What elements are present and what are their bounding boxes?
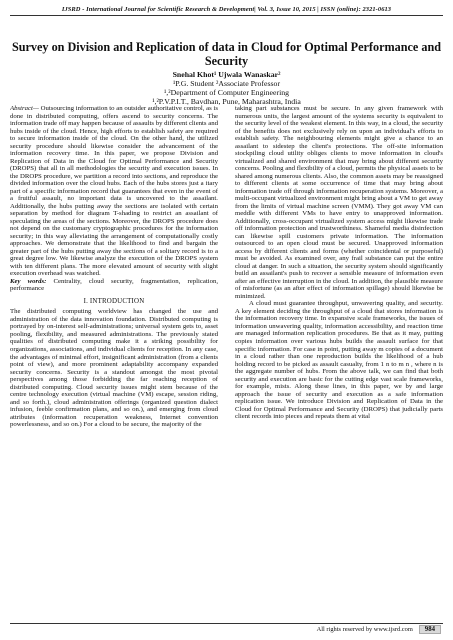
keywords: [10, 278, 218, 293]
keywords-label: Key words:: [10, 277, 47, 285]
section-heading-introduction: I. INTRODUCTION: [83, 297, 145, 305]
intro-paragraph-3: A cloud must guarantee throughput, unwavering quality, and security. A key element deciding the throughput of a cloud that stores information is the information recovery time. In expansive scale frameworks, the issues of information unwavering quality, information accessibility, and reaction time are managed information replication procedures. Be that as it may, putting copies information over various hubs builds the assault surface for that specific information. For case in point, putting away m copies of a document in a cloud rather than one reproduction builds the likelihood of a hub holding record to be picked as assault casualty, from 1 n to m n , where n is the aggregate number of hubs. From the above talk, we can find that both security and execution are basic for the cutting edge vast scale frameworks, for example, mists. Along these lines, in this paper, we by and large approach the issue of security and execution as a safe information replication issue. We introduce Division and Replication of Data in the Cloud for Optimal Performance and Security (DROPS) that judicially parts client records into pieces and repeats them at vital: [235, 300, 443, 421]
abstract-label: Abstract—: [10, 105, 39, 112]
footer: [317, 625, 441, 634]
title-block: [10, 40, 443, 106]
body-columns: [10, 105, 443, 620]
abstract-text: Outsourcing information to an outsider authoritative control, as is done in distributed computing, offers ascend to security concerns. The information trade off may happen because of assaults by different clients and hubs inside of the cloud. Hence, high efforts to establish safety are required to secure information inside of the cloud. On the other hand, the utilized security procedure should likewise consider the advancement of the information recovery time. In this paper, we propose Division and Replication of Data in the Cloud for Optimal Performance and Security (DROPS) that all in all methodologies the security and execution issues. In the DROPS procedure, we partition a record into sections, and reproduce the divided information over the cloud hubs. Each of the hubs stores just a itary part of a specific information record that guarantees that even in the event of a fruitful assault, no important data is uncovered to the assailant. Additionally, the hubs putting away the sections are isolated with certain separation by method for diagram T-shading to restrict an assailant of speculating the areas of the sections. Moreover, the DROPS procedure does not depend on the customary cryptographic procedures for the information security; in this way alleviating the arrangement of computationally costly approaches. We demonstrate that the likelihood to find and bargain the greater part of the hubs putting away the sections of a solitary record is to a great degree low. We likewise analyze the execution of the DROPS system with ten different plans. The more elevated amount of security with slight execution overhead was watched.: [10, 105, 218, 278]
affiliation-roles: ¹P.G. Student ²Associate Professor: [172, 79, 281, 88]
intro-paragraph-1: The distributed computing worldview has changed the use and administration of the data innovation foundation. Distributed computing is portrayed by on-interest self-administrations; universal system gets to, asset pooling, flexibility, and measured administrations. The previously stated qualities of distributed computing make it a striking possibility for organizations, associations, and individual clients for reception. In any case, the advantages of minimal effort, insignificant administration (from a clients point of view), and more prominent adaptability accompany expanded security concerns. Security is a standout amongst the most pivotal perspectives among those forbidding the far reaching reception of distributed computing. Cloud security issues might stem because of the centre technology execution (virtual machine (VM) escape, session riding, and so forth.), cloud administration offerings (organized question dialect infusion, feeble confirmation plans, and so on.), and emerging from cloud attributes (information recuperation weakness, Internet convention powerlessness, and so on.) For a cloud to be secure, the majority of the: [10, 308, 218, 429]
page-number: 984: [419, 625, 441, 634]
affiliation-institute: ¹,²P.V.P.I.T., Bavdhan, Pune, Maharashtra, India: [152, 97, 301, 106]
journal-header: IJSRD - International Journal for Scientific Research & Development| Vol. 3, Issue 10, 2015 | ISSN (online): 2321-0613: [10, 6, 443, 16]
footer-rule: [10, 623, 443, 624]
authors: Snehal Khot¹ Ujwala Wanaskar²: [172, 70, 281, 79]
affiliation-department: ¹,²Department of Computer Engineering: [163, 88, 290, 97]
keywords-text: Centrality, cloud security, fragmentation, replication, performance: [10, 277, 218, 293]
intro-paragraph-2: taking part substances must be secure. In any given framework with numerous units, the largest amount of the systems security is equivalent to the security level of the weakest element. In this way, in a cloud, the security of the benefits does not exclusively rely on upon an individual's efforts to establish safety. The neighbouring elements might give a chance to an assailant to sidestep the client's protections. The off-site information stockpiling cloud utility obliges clients to move information in cloud's virtualized and shared environment that may bring about different security concerns. Pooling and flexibility of a cloud, permits the physical assets to be shared among numerous clients. Also, the common assets may be reassigned to different clients at some occurrence of time that may bring about information trade off through information recuperation systems. Moreover, a multi-occupant virtualized environment might bring about a VM to get away from the limits of virtual machine screen (VMM). They got away VM can meddle with different VMs to have entry to unapproved information. Additionally, cross-occupant virtualized system access might likewise trade off information protection and trustworthiness. Shameful media disinfection can likewise spill customers private information. The information outsourced to an open cloud must be secured. Unapproved information access by different clients and forms (whether coincidental or purposeful) must be avoided. As examined over, any frail substance can put the entire cloud at danger. In such a situation, the security system should significantly build an assailant's push to recover a sensible measure of information even after an effective interruption in the cloud. In addition, the plausible measure of misfortune (as an after effect of information spillage) should likewise be minimized.: [235, 105, 443, 300]
paper-title: Survey on Division and Replication of data in Cloud for Optimal Performance and Security: [11, 40, 442, 68]
left-column: [10, 105, 218, 620]
footer-rights: All rights reserved by www.ijsrd.com: [316, 626, 413, 633]
abstract: [10, 105, 218, 278]
right-column: [235, 105, 443, 620]
